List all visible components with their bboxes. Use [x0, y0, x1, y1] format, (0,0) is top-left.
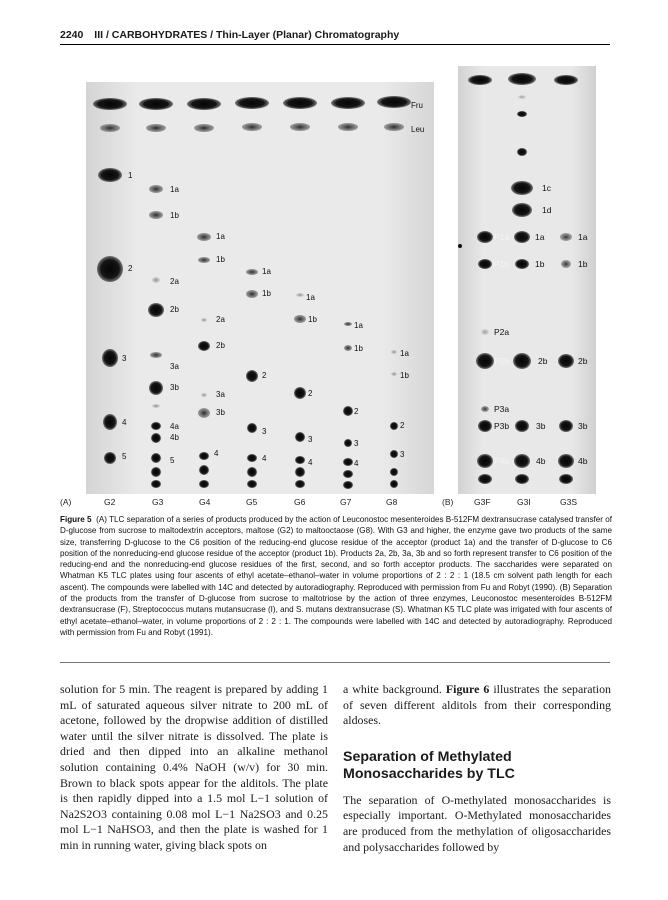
spot-label: 1b: [216, 255, 225, 264]
spot-label: P1a: [494, 232, 510, 242]
section-title: III / CARBOHYDRATES / Thin-Layer (Planar) Chromatography: [94, 29, 400, 41]
lane-label-g6: G6: [294, 497, 306, 507]
spot-label: 2: [400, 421, 405, 430]
spot-label: 1a: [170, 185, 179, 194]
left-column: [60, 682, 328, 854]
spot-label: 3a: [170, 362, 179, 371]
tlc-plate-b: [458, 66, 596, 494]
spot-label: 1a: [535, 232, 545, 242]
figure-reference[interactable]: Figure 6: [445, 682, 490, 696]
spot-label: 4b: [578, 456, 588, 466]
marker-leu: Leu: [411, 125, 425, 134]
spot-label: 4b: [536, 456, 546, 466]
lane-label-g4: G4: [199, 497, 211, 507]
spot-label: 1a: [216, 232, 225, 241]
text-run: illustrates the separation of seven different alditols from their corresponding aldoses.: [343, 682, 612, 728]
spot-label: 3b: [216, 408, 225, 417]
spot-label: P1b: [494, 259, 510, 269]
caption-text: (A) TLC separation of a series of products produced by the action of Leuconostoc mesenteroides B-512FM dextransucrase catalysed transfer of D-glucose from sucrose to maltodextrin acceptors, maltose (G2) to maltooctaose (G8). With G3 and higher, the enzyme gave two products of the same size, transferring D-glucose to the C6 position of the reducing-end glucose residue of the acceptor (product 1a) and the transfer of D-glucose to C6 position of the nonreducing-end glucose residue of the acceptor (product 1b). Products 2a, 2b, 3a, 3b and so forth represent transfer to C6 position of the reducing-end and the nonreducing-end glucose residues of the first, second, and so forth acceptor products. The saccharides were separated on Whatman K5 TLC plates using four ascents of ethyl acetate–ethanol–water in volume proportions of 2 : 2 : 1 (18.5 cm solvent path length for each ascent). The compounds were labelled with 14C and detected by autoradiography. Reproduced with permission from Fu and Robyt (1990). (B) Separation of the products from the transfer of D-glucose from sucrose to maltotriose by the action of three enzymes, Leuconostoc mesenteroides B-512FM dextransucrase (F), Streptococcus mutans mutansucrase (I), and S. mutans dextransucrase (S). Whatman K5 TLC plate was irrigated with four ascents of ethyl acetate–ethanol–water, in volume proportions of 2 : 2 : 1. The compounds were labelled with 14C and detected by autoradiography. Reproduced with permission from Fu and Robyt (1991).: [60, 515, 612, 637]
spot-label: 2b: [216, 341, 225, 350]
running-head: [60, 29, 399, 41]
spot-label: 3: [122, 354, 127, 363]
paragraph: [343, 682, 611, 729]
figure-label: Figure 5: [60, 515, 92, 524]
panel-a-label: (A): [60, 497, 72, 507]
spot-label: 2b: [578, 356, 588, 366]
lane-label-g3i: G3I: [517, 497, 531, 507]
spot-label: 1b: [578, 259, 588, 269]
spot-label: 3b: [536, 421, 546, 431]
spot-label: 1a: [262, 267, 271, 276]
spot-label: 1b: [354, 344, 363, 353]
spot-label: 4: [308, 458, 313, 467]
spot-label: P2b: [494, 356, 510, 366]
spot-label: 1b: [308, 315, 317, 324]
header-rule: [60, 44, 610, 45]
text-run: a white background.: [343, 682, 446, 696]
panel-b-label: (B): [442, 497, 454, 507]
paragraph: solution for 5 min. The reagent is prepared by adding 1 mL of saturated aqueous silver nitrate to 200 mL of acetone, followed by the dropwise addition of distilled water until the silver nitrate is dissolved. The plate is dried and then dipped into an alkaline methanol solution containing 0.4% NaOH (w/v) for 30 min. Brown to black spots appear for the alditols. The plate is then rapidly dipped into a 1.5 mol L−1 solution of Na2S2O3 containing 0.08 mol L−1 Na2SO3 and 0.25 mol L−1 NaHSO3, and then the plate is washed for 1 min in running water, giving black spots on: [60, 682, 328, 852]
spot-label: 5: [122, 452, 127, 461]
lane-label-g5: G5: [246, 497, 258, 507]
spot-label: 1b: [170, 211, 179, 220]
right-column: [343, 682, 611, 855]
tlc-plate-a: [86, 82, 434, 494]
spot-label: 1a: [354, 321, 363, 330]
spot-label: P3a: [494, 404, 510, 414]
spot-label: 1b: [262, 289, 271, 298]
spot-label: 4: [262, 454, 267, 463]
lane-label-g3f: G3F: [474, 497, 491, 507]
spot-label: 3a: [216, 390, 225, 399]
lane-label-g8: G8: [386, 497, 398, 507]
spot-label: 2: [262, 371, 267, 380]
caption-rule: [60, 662, 610, 663]
spot-label: 2a: [216, 315, 225, 324]
page-number: 2240: [60, 29, 84, 41]
spot-label: 4: [122, 418, 127, 427]
lane-label-g2: G2: [104, 497, 116, 507]
spot-label: 3: [308, 435, 313, 444]
spot-label: 2: [354, 407, 359, 416]
spot-label: 2: [128, 264, 133, 273]
spot-label: 1c: [542, 183, 551, 193]
spot-label: 1a: [400, 349, 409, 358]
marker-fru: Fru: [411, 101, 423, 110]
spot-label: 1d: [542, 205, 552, 215]
spot-label: 4: [214, 449, 219, 458]
spot-label: 3: [262, 427, 267, 436]
spot-label: 4: [354, 459, 359, 468]
plate-a-spots: [86, 82, 434, 494]
spot-label: 2a: [170, 277, 179, 286]
spot-label: P4b: [494, 456, 510, 466]
spot-label: 2b: [170, 305, 179, 314]
paragraph: The separation of O-methylated monosaccharides is especially important. O-Methylated monosaccharides are produced from the methylation of oligosaccharides and polysaccharides followed by: [343, 792, 611, 854]
lane-label-g3s: G3S: [560, 497, 578, 507]
plate-b-spots: [458, 66, 596, 494]
spot-label: 3b: [578, 421, 588, 431]
spot-label: P2a: [494, 327, 510, 337]
figure-caption: [60, 514, 612, 638]
spot-label: 5: [170, 456, 175, 465]
spot-label: P3b: [494, 421, 510, 431]
section-heading: Separation of Methylated Monosaccharides by TLC: [343, 748, 515, 782]
lane-label-g3: G3: [152, 497, 164, 507]
spot-label: 4b: [170, 433, 179, 442]
spot-label: 2: [308, 389, 313, 398]
lane-label-g7: G7: [340, 497, 352, 507]
spot-label: 1: [128, 171, 133, 180]
spot-label: 3: [354, 439, 359, 448]
spot-label: 3: [400, 450, 405, 459]
spot-label: 1b: [535, 259, 545, 269]
spot-label: 2b: [538, 356, 548, 366]
spot-label: 1b: [400, 371, 409, 380]
spot-label: 3b: [170, 383, 179, 392]
spot-label: 1a: [306, 293, 315, 302]
spot-label: 1a: [578, 232, 588, 242]
spot-label: 4a: [170, 422, 179, 431]
